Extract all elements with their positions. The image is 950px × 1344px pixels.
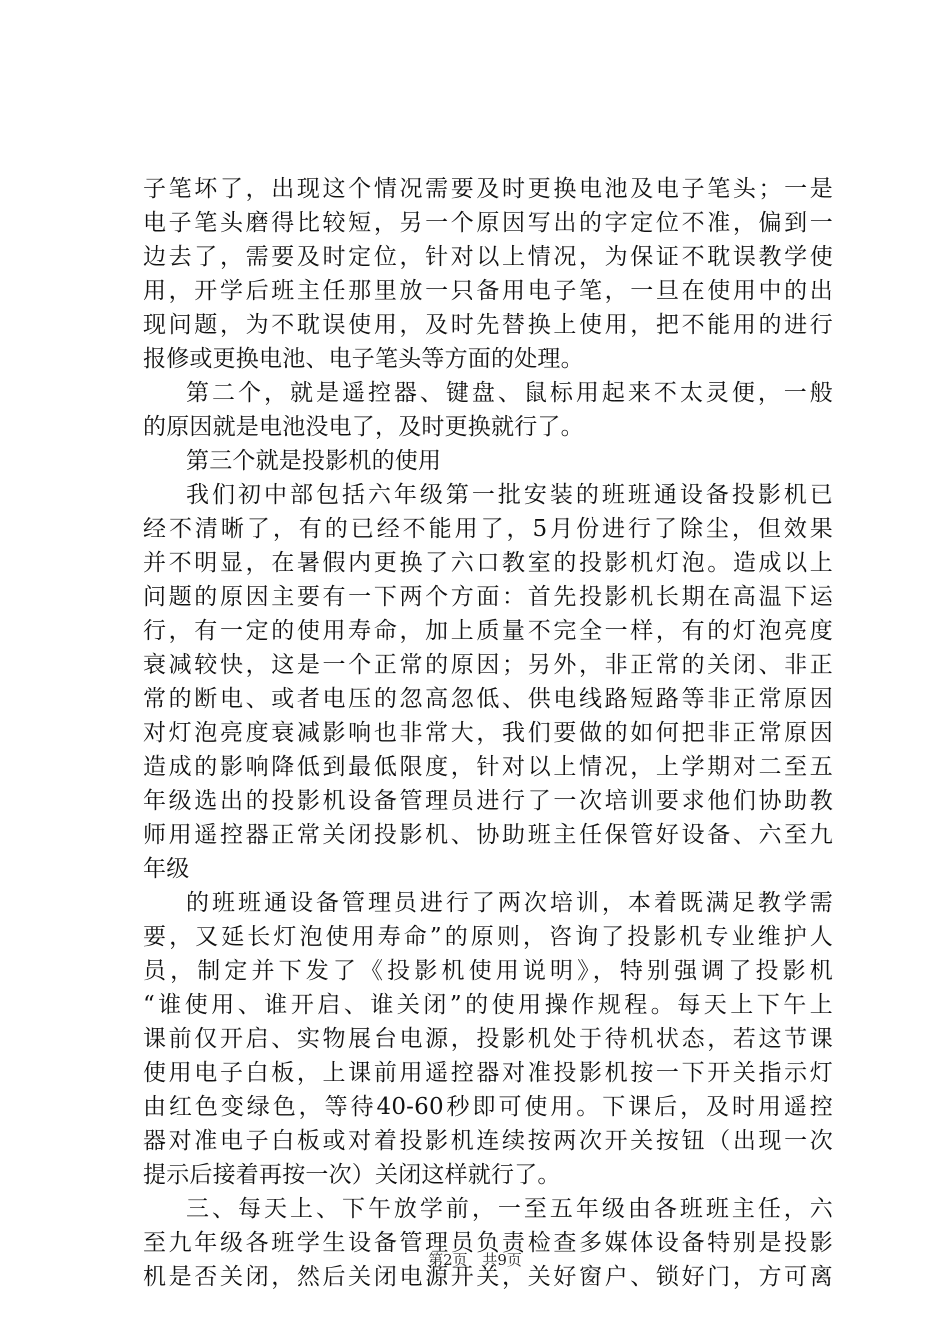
- text-line: 要，又延长灯泡使用寿命”的原则，咨询了投影机专业维护人: [143, 924, 833, 950]
- text-line: 子笔坏了，出现这个情况需要及时更换电池及电子笔头；一是: [143, 176, 833, 202]
- page-footer: [0, 1250, 950, 1270]
- text-line: 边去了，需要及时定位，针对以上情况，为保证不耽误教学使: [143, 244, 833, 270]
- text-line: 现问题，为不耽误使用，及时先替换上使用，把不能用的进行: [143, 312, 833, 338]
- text-line: “谁使用、谁开启、谁关闭”的使用操作规程。每天上下午上: [143, 992, 833, 1018]
- text-line: 并不明显，在暑假内更换了六口教室的投影机灯泡。造成以上: [143, 550, 833, 576]
- text-line: 衰减较快，这是一个正常的原因；另外，非正常的关闭、非正: [143, 652, 833, 678]
- text-line: 第二个，就是遥控器、键盘、鼠标用起来不太灵便，一般: [186, 380, 833, 406]
- text-line: 我们初中部包括六年级第一批安装的班班通设备投影机已: [186, 482, 833, 508]
- page-number: 第2页: [428, 1251, 468, 1269]
- text-line: 师用遥控器正常关闭投影机、协助班主任保管好设备、六至九: [143, 822, 833, 848]
- text-line: 器对准电子白板或对着投影机连续按两次开关按钮（出现一次: [143, 1128, 833, 1154]
- text-line: 经不清晰了，有的已经不能用了，5月份进行了除尘，但效果: [143, 516, 833, 542]
- text-line: 报修或更换电池、电子笔头等方面的处理。: [143, 346, 584, 372]
- text-line: 年级选出的投影机设备管理员进行了一次培训要求他们协助教: [143, 788, 833, 814]
- page-total: 共9页: [482, 1251, 522, 1269]
- text-line: 问题的原因主要有一下两个方面：首先投影机长期在高温下运: [143, 584, 833, 610]
- text-line: 对灯泡亮度衰减影响也非常大，我们要做的如何把非正常原因: [143, 720, 833, 746]
- text-line: 用，开学后班主任那里放一只备用电子笔，一旦在使用中的出: [143, 278, 833, 304]
- text-line: 由红色变绿色，等待40-60秒即可使用。下课后，及时用遥控: [143, 1094, 833, 1120]
- text-line: 第三个就是投影机的使用: [186, 448, 442, 474]
- text-line: 造成的影响降低到最低限度，针对以上情况，上学期对二至五: [143, 754, 833, 780]
- text-line: 使用电子白板，上课前用遥控器对准投影机按一下开关指示灯: [143, 1060, 833, 1086]
- text-line: 至九年级各班学生设备管理员负责检查多媒体设备特别是投影: [143, 1230, 833, 1256]
- text-line: 电子笔头磨得比较短，另一个原因写出的字定位不准，偏到一: [143, 210, 833, 236]
- text-line: 课前仅开启、实物展台电源，投影机处于待机状态，若这节课: [143, 1026, 833, 1052]
- text-line: 员，制定并下发了《投影机使用说明》，特别强调了投影机: [143, 958, 833, 984]
- text-line: 提示后接着再按一次）关闭这样就行了。: [143, 1162, 561, 1188]
- text-line: 年级: [143, 856, 190, 882]
- body-text: [143, 172, 833, 1294]
- text-line: 常的断电、或者电压的忽高忽低、供电线路短路等非正常原因: [143, 686, 833, 712]
- text-line: 的原因就是电池没电了，及时更换就行了。: [143, 414, 584, 440]
- text-line: 三、每天上、下午放学前，一至五年级由各班班主任，六: [186, 1196, 833, 1222]
- text-line: 行，有一定的使用寿命，加上质量不完全一样，有的灯泡亮度: [143, 618, 833, 644]
- text-line: 机是否关闭，然后关闭电源开关，关好窗户、锁好门，方可离: [143, 1264, 833, 1290]
- text-line: 的班班通设备管理员进行了两次培训，本着既满足教学需: [186, 890, 833, 916]
